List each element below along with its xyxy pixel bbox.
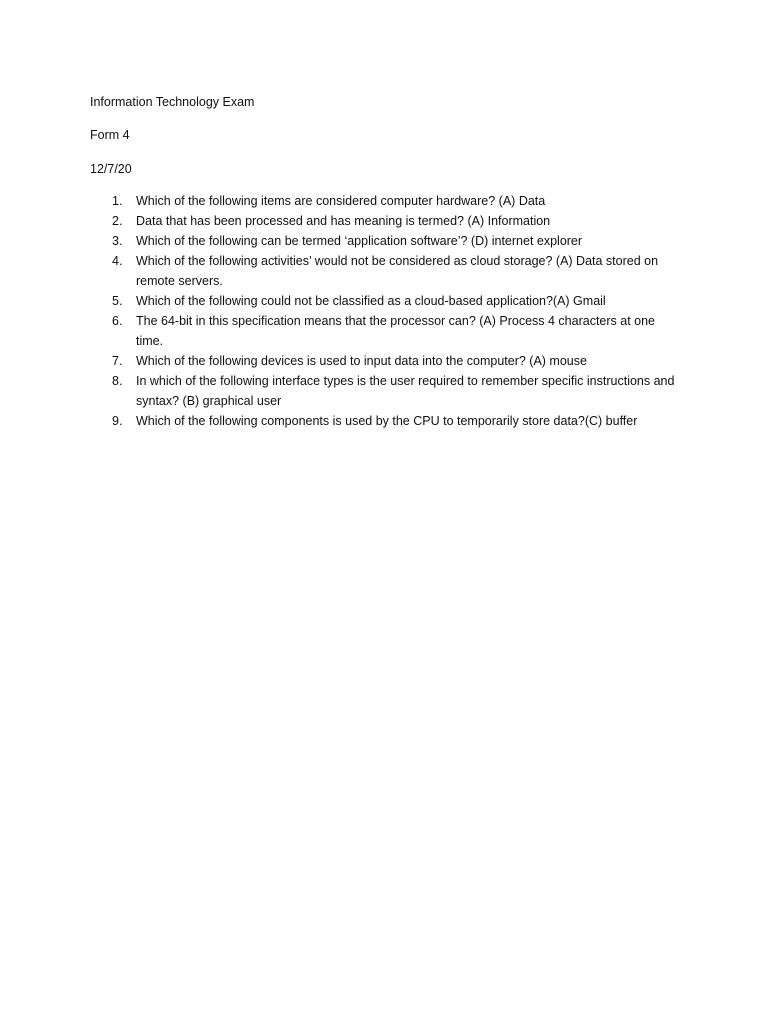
document-form-label: Form 4 (90, 128, 130, 142)
question-list (0, 191, 768, 431)
question-text: Which of the following could not be classified as a cloud-based application?(A) Gmail (136, 294, 606, 308)
question-item (0, 371, 768, 411)
question-number: 1. (112, 194, 123, 208)
question-item (0, 231, 768, 251)
question-item (0, 211, 768, 231)
question-item (0, 251, 768, 291)
document-title: Information Technology Exam (90, 95, 255, 109)
document-date: 12/7/20 (90, 162, 132, 176)
question-number: 9. (112, 414, 123, 428)
question-item (0, 291, 768, 311)
question-number: 5. (112, 294, 123, 308)
question-number: 2. (112, 214, 123, 228)
question-number: 8. (112, 374, 123, 388)
question-number: 6. (112, 314, 123, 328)
question-text: Data that has been processed and has meaning is termed? (A) Information (136, 214, 551, 228)
question-number: 7. (112, 354, 123, 368)
question-text: Which of the following items are considered computer hardware? (A) Data (136, 194, 546, 208)
question-text: In which of the following interface types is the user required to remember specific instructions and syntax? (B) graphical user (136, 374, 675, 408)
question-number: 4. (112, 254, 123, 268)
question-item (0, 311, 768, 351)
question-text: Which of the following activities’ would not be considered as cloud storage? (A) Data stored on remote servers. (136, 254, 659, 288)
question-number: 3. (112, 234, 123, 248)
question-text: Which of the following can be termed ‘application software’? (D) internet explorer (136, 234, 583, 248)
question-text: Which of the following devices is used to input data into the computer? (A) mouse (136, 354, 587, 368)
question-text: Which of the following components is used by the CPU to temporarily store data?(C) buffer (136, 414, 638, 428)
question-item (0, 191, 768, 211)
question-text: The 64-bit in this specification means that the processor can? (A) Process 4 characters at one time. (136, 314, 656, 348)
question-item (0, 351, 768, 371)
question-item (0, 411, 768, 431)
